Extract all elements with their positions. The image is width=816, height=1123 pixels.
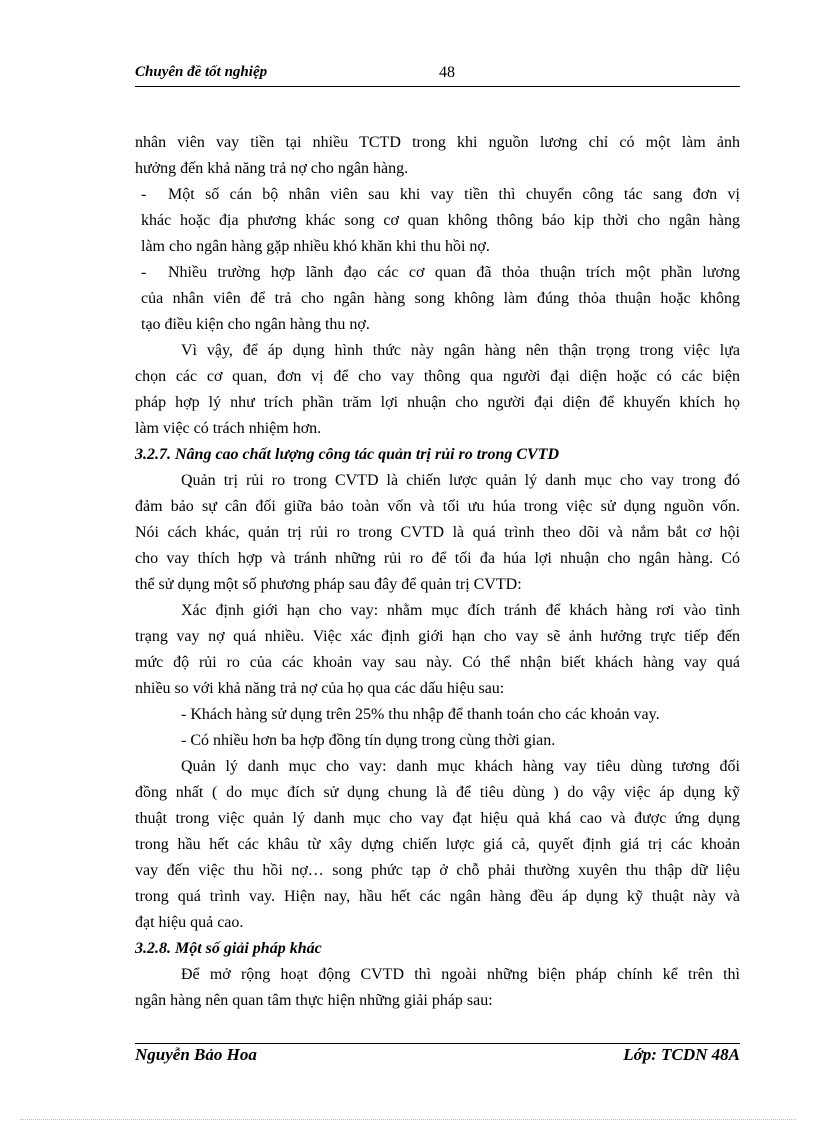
text-line: pháp hợp lý như trích phần trăm lợi nhuận cho người đại diện để khuyến khích họ bbox=[135, 394, 740, 411]
text-line: làm việc có trách nhiệm hơn. bbox=[135, 420, 322, 437]
text-line: chọn các cơ quan, đơn vị để cho vay thông qua người đại diện hoặc có các biện bbox=[135, 368, 740, 385]
text-line: Xác định giới hạn cho vay: nhằm mục đích tránh để khách hàng rơi vào tình bbox=[181, 602, 740, 619]
footer-author: Nguyễn Bảo Hoa bbox=[135, 1045, 257, 1064]
text-line: Để mở rộng hoạt động CVTD thì ngoài những biện pháp chính kể trên thì bbox=[181, 966, 740, 983]
text-line: nhiều so với khả năng trả nợ của họ qua các dấu hiệu sau: bbox=[135, 680, 505, 697]
text-line: tạo điều kiện cho ngân hàng thu nợ. bbox=[141, 316, 370, 333]
text-line: cho vay thích hợp và tránh những rủi ro để tối đa húa lợi nhuận cho ngân hàng. Có bbox=[135, 550, 740, 567]
text-line: ngân hàng nên quan tâm thực hiện những giải pháp sau: bbox=[135, 992, 493, 1009]
text-line: trong quá trình vay. Hiện nay, hầu hết các ngân hàng đều áp dụng kỹ thuật này và bbox=[135, 888, 740, 905]
list-item: - Khách hàng sử dụng trên 25% thu nhập để thanh toán cho các khoản vay. bbox=[181, 706, 660, 723]
text-line: Quản lý danh mục cho vay: danh mục khách hàng vay tiêu dùng tương đối bbox=[181, 758, 740, 775]
section-heading: 3.2.8. Một số giải pháp khác bbox=[135, 940, 322, 957]
page-bottom-border bbox=[20, 1119, 796, 1120]
list-item: - Có nhiều hơn ba hợp đồng tín dụng trong cùng thời gian. bbox=[181, 732, 556, 749]
text-line: trạng vay nợ quá nhiều. Việc xác định giới hạn cho vay sẽ ảnh hưởng trực tiếp đến bbox=[135, 628, 740, 645]
text-line: mức độ rủi ro của các khoản vay sau này. Có thể nhận biết khách hàng vay quá bbox=[135, 654, 740, 671]
text-line: nhân viên vay tiền tại nhiều TCTD trong khi nguồn lương chỉ có một làm ảnh bbox=[135, 134, 740, 151]
bullet-item bbox=[135, 260, 740, 286]
text-line: vay đến việc thu hồi nợ… song phức tạp ở chỗ phải thường xuyên thu thập dữ liệu bbox=[135, 862, 740, 879]
footer-class: Lớp: TCDN 48A bbox=[623, 1045, 740, 1064]
text-line: Nhiều trường hợp lãnh đạo các cơ quan đã thỏa thuận trích một phần lương bbox=[168, 264, 740, 281]
page-number: 48 bbox=[439, 64, 455, 81]
footer-divider bbox=[135, 1043, 740, 1044]
text-line: Vì vậy, để áp dụng hình thức này ngân hàng nên thận trọng trong việc lựa bbox=[181, 342, 740, 359]
text-line: đảm bảo sự cân đối giữa bảo toàn vốn và tối ưu húa trong việc sử dụng nguồn vốn. bbox=[135, 498, 740, 515]
text-line: thể sử dụng một số phương pháp sau đây để quản trị CVTD: bbox=[135, 576, 522, 593]
header-title: Chuyên đề tốt nghiệp bbox=[135, 64, 268, 80]
text-line: làm cho ngân hàng gặp nhiều khó khăn khi thu hồi nợ. bbox=[141, 238, 490, 255]
text-line: Quản trị rủi ro trong CVTD là chiến lược quản lý danh mục cho vay trong đó bbox=[181, 472, 740, 489]
text-line: đạt hiệu quả cao. bbox=[135, 914, 244, 931]
text-line: trong hầu hết các khâu từ xây dựng chiến lược giá cả, quyết định giá trị các khoản bbox=[135, 836, 740, 853]
text-line: Một số cán bộ nhân viên sau khi vay tiền thì chuyển công tác sang đơn vị bbox=[168, 186, 740, 203]
bullet-dash: - bbox=[141, 264, 147, 281]
bullet-dash: - bbox=[141, 186, 147, 203]
text-line: hưởng đến khả năng trả nợ cho ngân hàng. bbox=[135, 160, 409, 177]
section-heading: 3.2.7. Nâng cao chất lượng công tác quản trị rủi ro trong CVTD bbox=[135, 446, 560, 463]
text-line: khác hoặc địa phương khác song cơ quan không thông báo kịp thời cho ngân hàng bbox=[141, 212, 740, 229]
text-line: Nói cách khác, quản trị rủi ro trong CVTD là quá trình theo dõi và nắm bắt cơ hội bbox=[135, 524, 740, 541]
page-header bbox=[135, 62, 740, 87]
document-body bbox=[135, 130, 740, 1014]
text-line: của nhân viên để trả cho ngân hàng song không làm đúng thỏa thuận hoặc không bbox=[141, 290, 740, 307]
text-line: thuật trong việc quản lý danh mục cho vay đạt hiệu quả khá cao và được ứng dụng bbox=[135, 810, 740, 827]
bullet-item bbox=[135, 182, 740, 208]
text-line: đồng nhất ( do mục đích sử dụng chung là để tiêu dùng ) do vậy việc áp dụng kỹ bbox=[135, 784, 740, 801]
